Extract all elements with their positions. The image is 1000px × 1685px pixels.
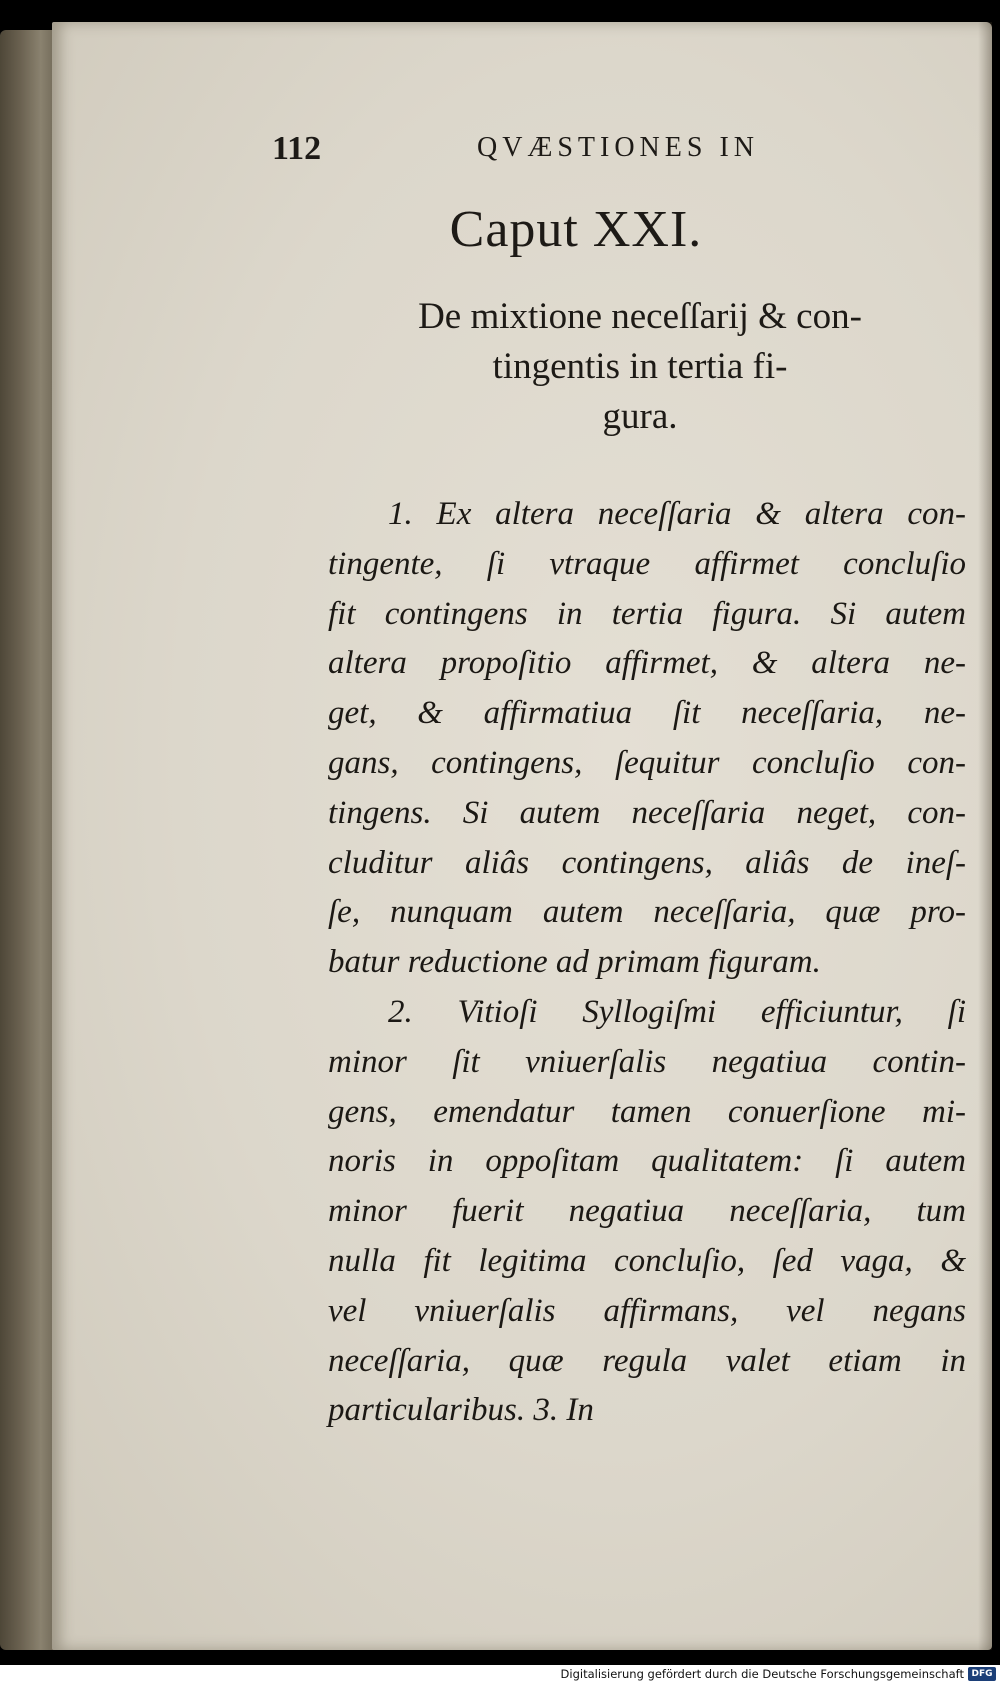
running-head: [272, 112, 812, 172]
running-title: QVÆSTIONES IN: [477, 132, 759, 163]
text-line: ſe, nunquam autem neceſſaria, quæ pro-: [328, 894, 966, 931]
subtitle-line: gura.: [602, 396, 678, 437]
text-line: particularibus.: [328, 1392, 526, 1429]
text-line: minor fuerit negatiua neceſſaria, tum: [328, 1193, 966, 1230]
text-line: batur reductione ad primam figuram.: [328, 944, 821, 981]
page-number: 112: [272, 130, 322, 167]
text-line: tingens. Si autem neceſſaria neget, con-: [328, 794, 966, 831]
subtitle-line: tingentis in tertia fi-: [492, 346, 788, 387]
last-line: [328, 1386, 966, 1436]
chapter-heading-text: Caput XXI.: [449, 201, 703, 258]
text-line: gens, emendatur tamen conuerſione mi-: [328, 1093, 966, 1130]
page-edge-shadow: [978, 22, 992, 1650]
subtitle-line: De mixtione neceſſarij & con-: [418, 296, 862, 337]
text-line: get, & affirmatiua ſit neceſſaria, ne-: [328, 695, 966, 732]
text-line: fit contingens in tertia figura. Si autem: [328, 595, 966, 632]
catchword: 3. In: [533, 1392, 594, 1429]
chapter-heading: [0, 200, 1000, 259]
body-text: [328, 490, 966, 1436]
text-line: altera propoſitio affirmet, & altera ne-: [328, 645, 966, 682]
dfg-logo: DFG: [968, 1667, 996, 1681]
text-line: neceſſaria, quæ regula valet etiam in: [328, 1342, 966, 1379]
text-line: noris in oppoſitam qualitatem: ſi autem: [328, 1143, 966, 1180]
text-line: gans, contingens, ſequitur concluſio con-: [328, 744, 966, 781]
text-line: 2. Vitioſi Syllogiſmi efficiuntur, ſi: [388, 993, 966, 1030]
book-cover-edge: [0, 30, 58, 1650]
text-line: 1. Ex altera neceſſaria & altera con-: [388, 496, 966, 532]
text-line: cluditur aliâs contingens, aliâs de ineſ-: [328, 844, 966, 881]
text-line: minor ſit vniuerſalis negatiua contin-: [328, 1043, 966, 1080]
text-line: vel vniuerſalis affirmans, vel negans: [328, 1292, 966, 1329]
digitization-credit: Digitalisierung gefördert durch die Deutsche Forschungsgemeinschaft: [560, 1667, 964, 1681]
chapter-subtitle: [350, 292, 930, 442]
text-line: nulla fit legitima concluſio, ſed vaga, &: [328, 1242, 966, 1279]
text-line: tingente, ſi vtraque affirmet concluſio: [328, 545, 966, 582]
